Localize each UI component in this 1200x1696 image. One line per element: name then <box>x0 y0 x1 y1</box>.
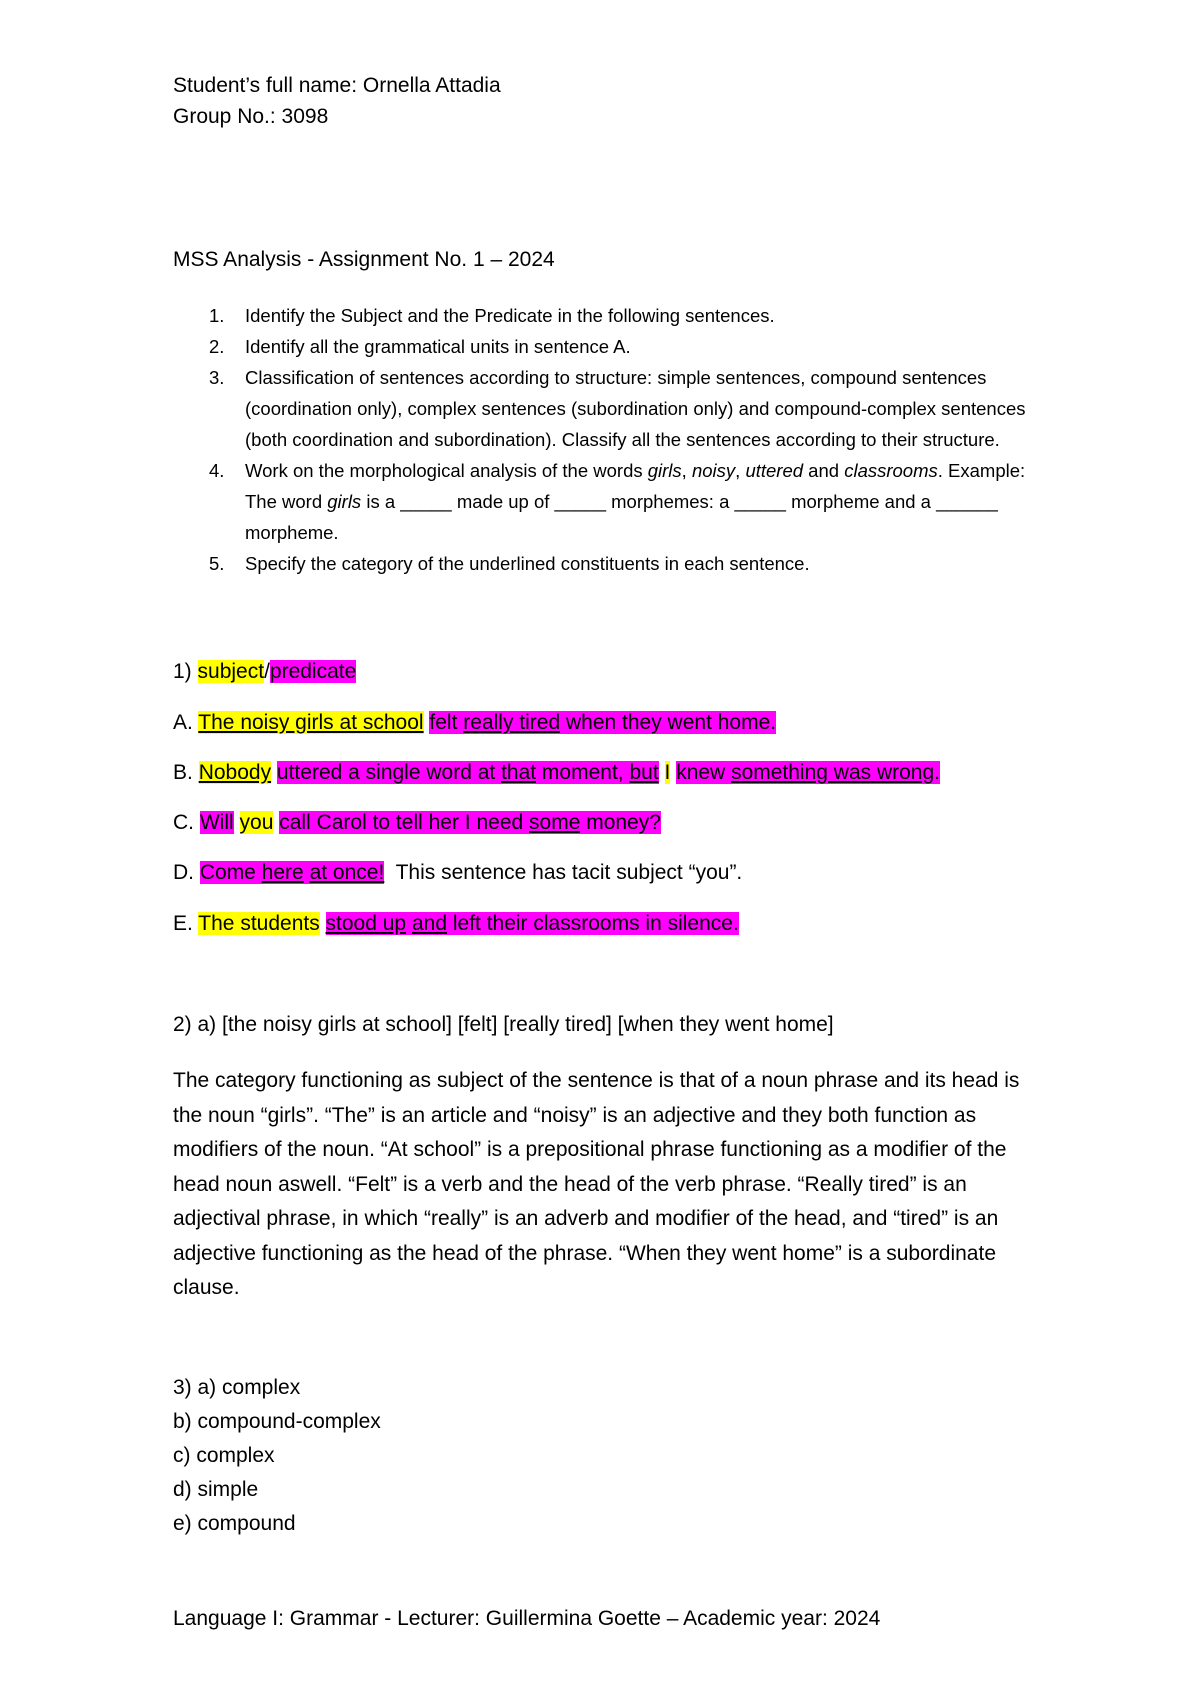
sentence-label: A. <box>173 711 199 734</box>
q3-answer-a: 3) a) complex <box>173 1376 301 1399</box>
predicate-key: predicate <box>269 660 357 683</box>
predicate-highlight <box>304 861 310 884</box>
q1-heading-prefix: 1) <box>173 660 198 683</box>
italic-word: girls <box>647 460 682 481</box>
instruction-text: . Example: The word <box>245 460 1026 512</box>
predicate-highlight: when they went home. <box>560 711 777 734</box>
sentence-d <box>173 861 742 885</box>
instruction-text: Specify the category of the underlined constituents in each sentence. <box>245 553 810 574</box>
predicate-highlight: knew <box>676 761 732 784</box>
list-number: 3. <box>209 367 225 388</box>
subject-key: subject <box>197 660 265 683</box>
instruction-text: Identify all the grammatical units in sentence A. <box>245 336 631 357</box>
sentence-label: B. <box>173 761 199 784</box>
sentence-e <box>173 912 739 936</box>
predicate-highlight: but <box>629 761 659 784</box>
sentence-c <box>173 811 661 835</box>
predicate-highlight: here <box>261 861 304 884</box>
list-number: 2. <box>209 336 225 357</box>
predicate-highlight: call Carol to tell her I need <box>279 811 530 834</box>
student-name: Student’s full name: Ornella Attadia <box>173 74 501 97</box>
subject-highlight: The noisy girls at school <box>198 711 424 734</box>
subject-highlight: The students <box>198 912 320 935</box>
subject-highlight: you <box>239 811 274 834</box>
q3-answer-b: b) compound-complex <box>173 1410 381 1433</box>
instruction-item <box>173 548 1043 579</box>
sentence-a <box>173 711 776 735</box>
instruction-item <box>173 300 1043 331</box>
list-number: 5. <box>209 553 225 574</box>
q3-answer-c: c) complex <box>173 1444 275 1467</box>
instruction-item <box>173 455 1043 548</box>
predicate-highlight: really tired <box>463 711 561 734</box>
assignment-title: MSS Analysis - Assignment No. 1 – 2024 <box>173 248 555 271</box>
instruction-text: Work on the morphological analysis of the words <box>245 460 648 481</box>
instruction-text: , <box>681 460 692 481</box>
q1-heading <box>173 660 356 684</box>
space <box>320 912 326 935</box>
predicate-highlight: left their classrooms in silence. <box>447 912 739 935</box>
instructions-list <box>173 300 1043 579</box>
predicate-highlight: and <box>411 912 448 935</box>
predicate-highlight: felt <box>429 711 464 734</box>
predicate-highlight: uttered a single word at <box>276 761 502 784</box>
instruction-text: Identify the Subject and the Predicate in the following sentences. <box>245 305 775 326</box>
predicate-highlight: Come <box>199 861 262 884</box>
q2-analysis-paragraph: The category functioning as subject of the sentence is that of a noun phrase and its head is the noun “girls”. “The” is an article and “noisy” is an adjective and they both function as modifiers of the noun. “At school” is a prepositional phrase functioning as a modifier of the head noun aswell. “Felt” is a verb and the head of the verb phrase. “Really tired” is an adjectival phrase, in which “really” is an adverb and modifier of the head, and “tired” is an adjective functioning as the head of the phrase. “When they went home” is a subordinate clause. <box>173 1069 1020 1299</box>
instruction-text: and <box>803 460 845 481</box>
predicate-highlight: . <box>934 761 941 784</box>
predicate-highlight: money? <box>580 811 661 834</box>
tacit-subject-note: This sentence has tacit subject “you”. <box>384 861 743 884</box>
predicate-highlight: some <box>529 811 581 834</box>
sentence-b <box>173 761 940 785</box>
predicate-highlight: moment, <box>536 761 630 784</box>
italic-word: girls <box>327 491 362 512</box>
sentence-label: C. <box>173 811 200 834</box>
list-number: 1. <box>209 305 225 326</box>
space <box>659 761 665 784</box>
page-footer: Language I: Grammar - Lecturer: Guillermina Goette – Academic year: 2024 <box>173 1607 881 1630</box>
predicate-highlight: stood up <box>325 912 407 935</box>
italic-word: uttered <box>745 460 804 481</box>
predicate-highlight: something was wrong <box>731 761 935 784</box>
predicate-highlight: that <box>501 761 537 784</box>
q3-answer-d: d) simple <box>173 1478 259 1501</box>
italic-word: noisy <box>691 460 736 481</box>
q2-heading: 2) a) [the noisy girls at school] [felt] [really tired] [when they went home] <box>173 1013 834 1036</box>
instruction-item <box>173 362 1043 455</box>
q3-answer-e: e) compound <box>173 1512 296 1535</box>
sentence-label: D. <box>173 861 200 884</box>
predicate-highlight: at once! <box>309 861 385 884</box>
instruction-text: Classification of sentences according to structure: simple sentences, compound sentences (coordination only), complex sentences (subordination only) and compound-complex sentences (both coordination and subordination). Classify all the sentences according to their structure. <box>245 367 1026 450</box>
space <box>234 811 240 834</box>
instruction-item <box>173 331 1043 362</box>
group-number: Group No.: 3098 <box>173 105 329 128</box>
slash: / <box>264 660 270 683</box>
list-number: 4. <box>209 460 225 481</box>
italic-word: classrooms <box>844 460 938 481</box>
subject-highlight: Nobody <box>198 761 272 784</box>
subject-highlight: I <box>664 761 671 784</box>
predicate-highlight: Will <box>199 811 234 834</box>
sentence-label: E. <box>173 912 199 935</box>
instruction-text: , <box>735 460 746 481</box>
instruction-text: is a _____ made up of _____ morphemes: a _____ morpheme and a ______ morpheme. <box>245 491 998 543</box>
